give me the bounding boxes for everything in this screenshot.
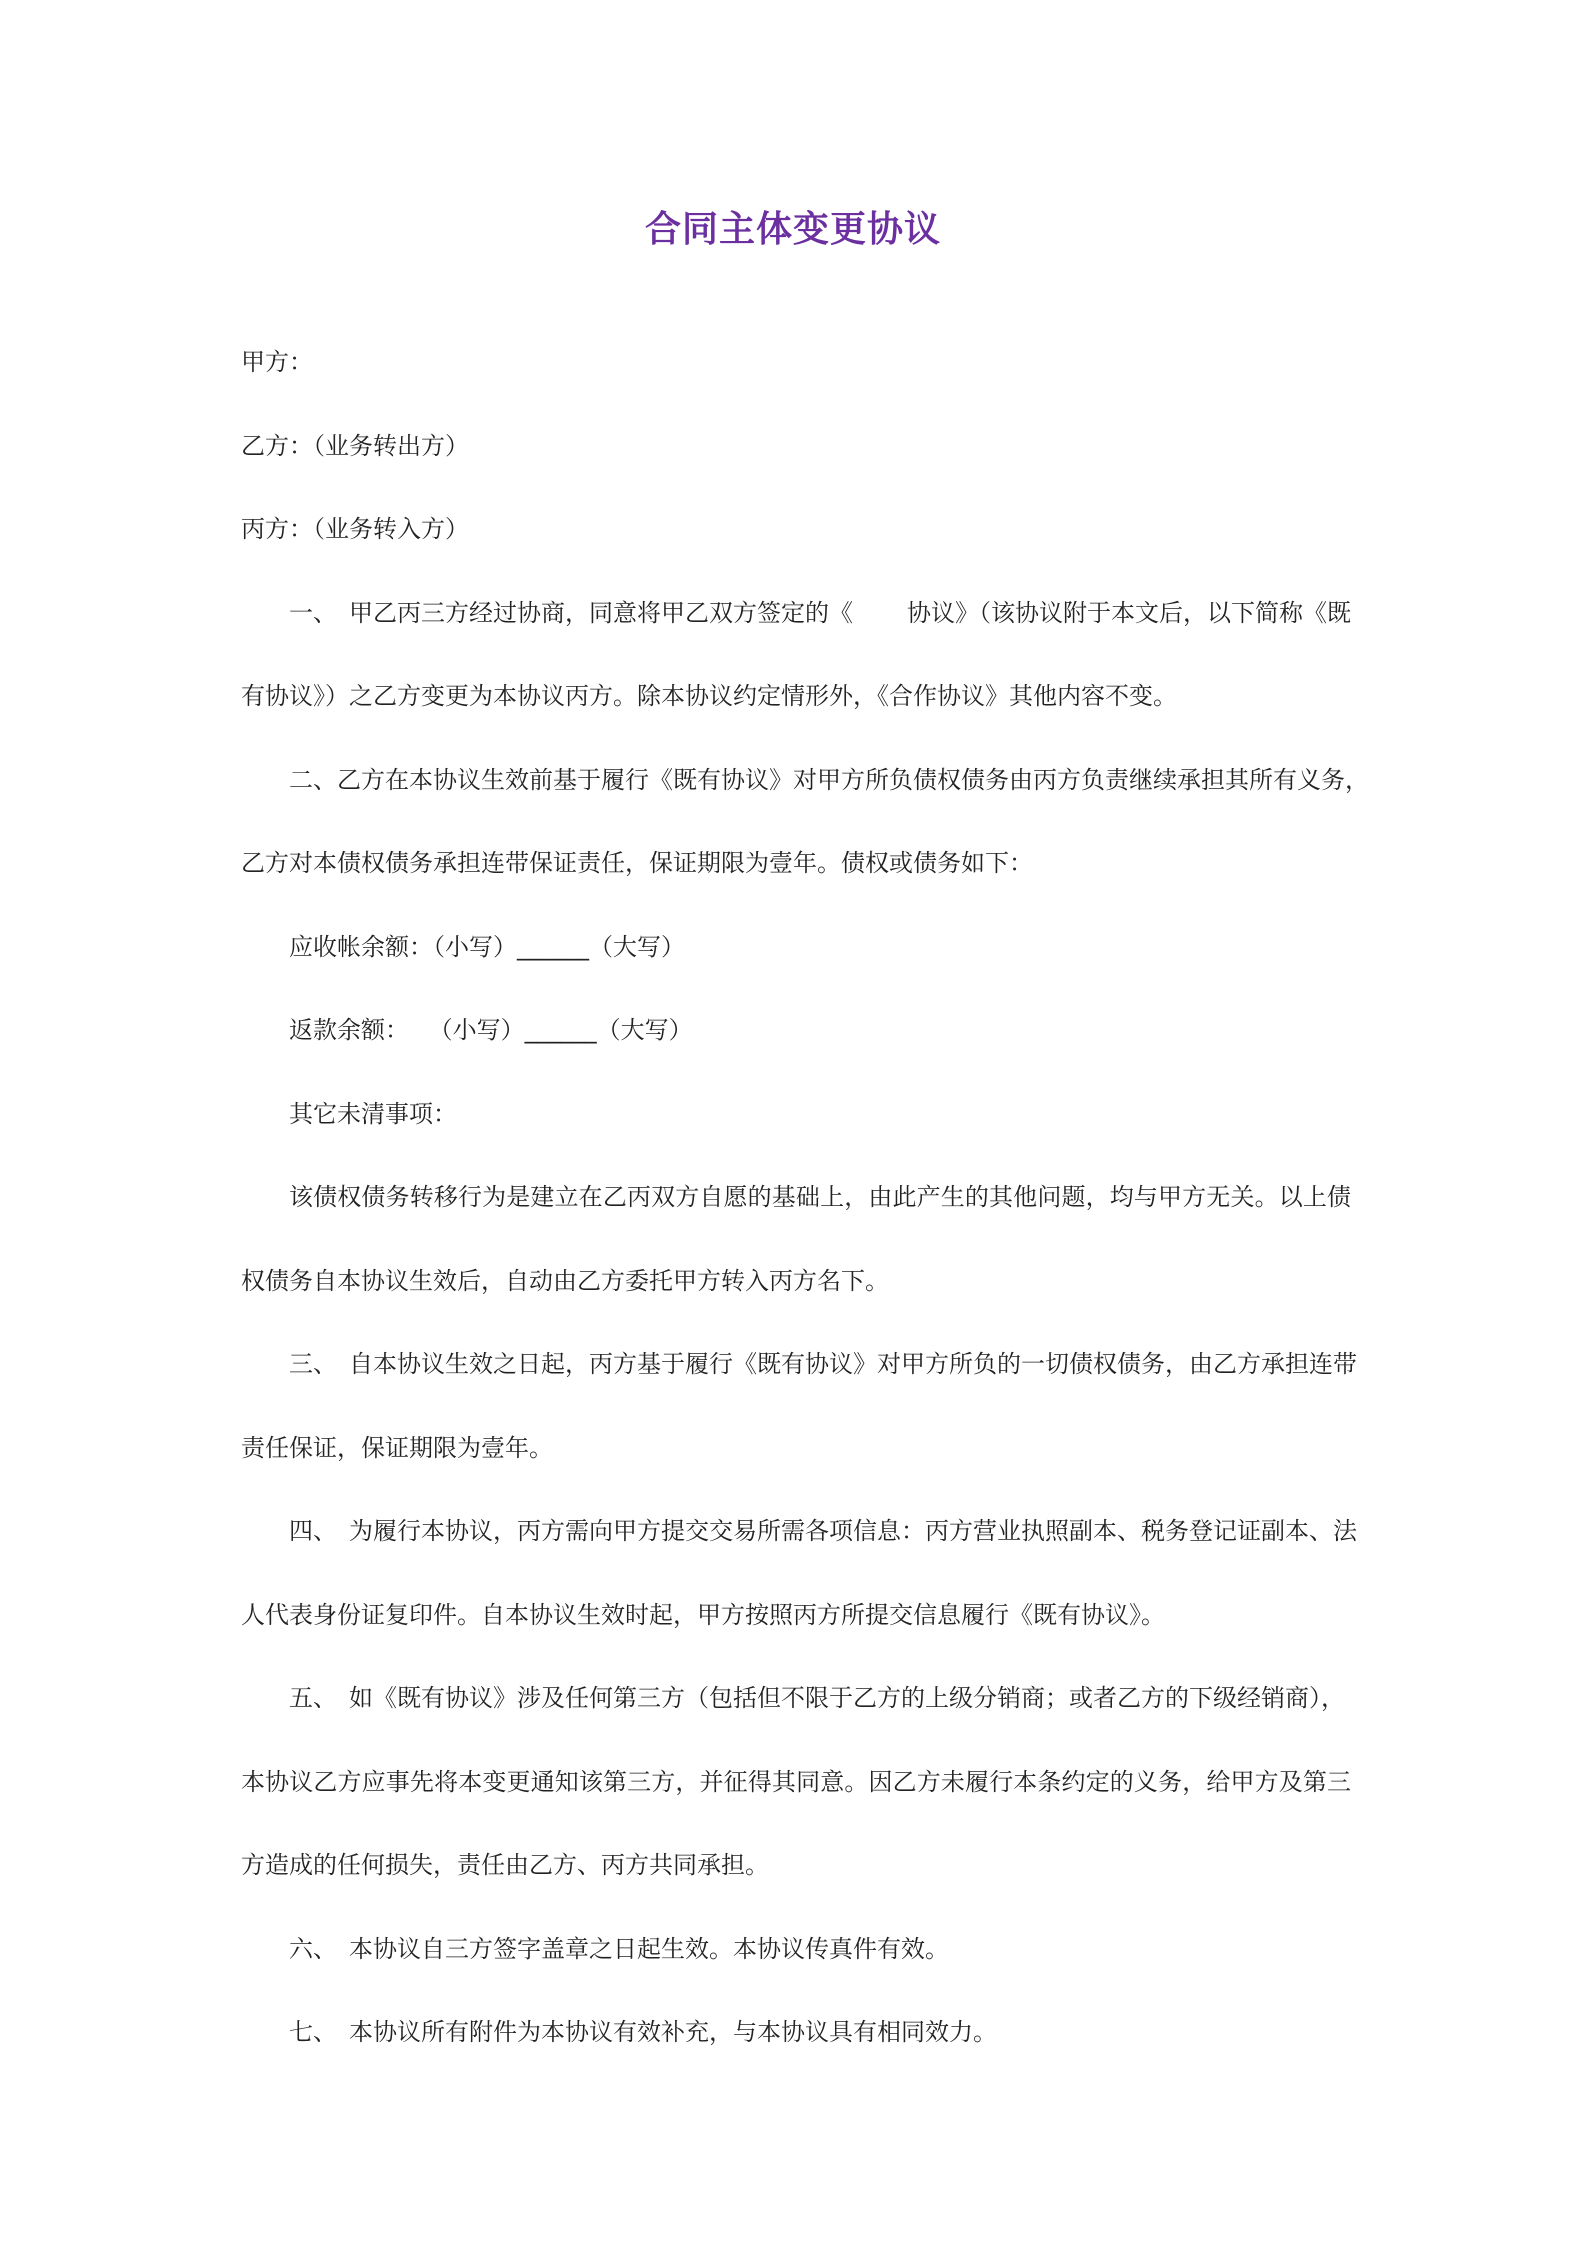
clause-5-text: 如《既有协议》涉及任何第三方（包括但不限于乙方的上级分销商；或者乙方的下级经销商）， (349, 1684, 1345, 1712)
refund-balance-line: 返款余额： （小写）______（大写） (289, 1016, 693, 1044)
clause-6-number: 六、 (289, 1935, 337, 1963)
clause-7-line-1 (289, 2012, 1351, 2052)
clause-6-text: 本协议自三方签字盖章之日起生效。本协议传真件有效。 (349, 1935, 949, 1963)
clause-2-line-1: 二、乙方在本协议生效前基于履行《既有协议》对甲方所负债权债务由丙方负责继续承担其所有义务， (289, 766, 1369, 794)
clause-3-line-2: 责任保证，保证期限为壹年。 (241, 1434, 553, 1462)
clause-1-line-1 (289, 593, 1351, 633)
clause-5-line-3: 方造成的任何损失，责任由乙方、丙方共同承担。 (241, 1851, 769, 1879)
party-a-line: 甲方： (241, 348, 313, 376)
clause-5-line-2: 本协议乙方应事先将本变更通知该第三方，并征得其同意。因乙方未履行本条约定的义务，给甲方及第三 (241, 1768, 1351, 1796)
clause-1-text-after: 协议》（该协议附于本文后，以下简称《既 (907, 599, 1351, 627)
clause-1-text-before: 甲乙丙三方经过协商，同意将甲乙双方签定的《 (349, 599, 853, 627)
other-items-line: 其它未清事项： (289, 1100, 457, 1128)
transfer-line-1: 该债权债务转移行为是建立在乙丙双方自愿的基础上，由此产生的其他问题，均与甲方无关。以上债 (289, 1183, 1351, 1211)
clause-3-text: 自本协议生效之日起，丙方基于履行《既有协议》对甲方所负的一切债权债务，由乙方承担连带 (349, 1350, 1357, 1378)
clause-4-line-2: 人代表身份证复印件。自本协议生效时起，甲方按照丙方所提交信息履行《既有协议》。 (241, 1601, 1165, 1629)
clause-1-number: 一、 (289, 599, 337, 627)
receivable-balance-line: 应收帐余额：（小写）______（大写） (289, 933, 685, 961)
transfer-line-2: 权债务自本协议生效后，自动由乙方委托甲方转入丙方名下。 (241, 1267, 889, 1295)
clause-6-line-1 (289, 1929, 1351, 1969)
clause-3-number: 三、 (289, 1350, 337, 1378)
clause-5-number: 五、 (289, 1684, 337, 1712)
clause-4-text: 为履行本协议，丙方需向甲方提交交易所需各项信息：丙方营业执照副本、税务登记证副本、法 (349, 1517, 1357, 1545)
clause-7-text: 本协议所有附件为本协议有效补充，与本协议具有相同效力。 (349, 2018, 997, 2046)
clause-4-number: 四、 (289, 1517, 337, 1545)
clause-5-line-1 (289, 1678, 1351, 1718)
clause-3-line-1 (289, 1344, 1357, 1384)
clause-2-line-2: 乙方对本债权债务承担连带保证责任，保证期限为壹年。债权或债务如下： (241, 849, 1033, 877)
party-b-line: 乙方：（业务转出方） (241, 432, 469, 460)
party-c-line: 丙方：（业务转入方） (241, 515, 469, 543)
clause-4-line-1 (289, 1511, 1357, 1551)
document-title: 合同主体变更协议 (644, 209, 941, 250)
clause-7-number: 七、 (289, 2018, 337, 2046)
clause-1-line-2: 有协议》）之乙方变更为本协议丙方。除本协议约定情形外，《合作协议》其他内容不变。 (241, 682, 1177, 710)
